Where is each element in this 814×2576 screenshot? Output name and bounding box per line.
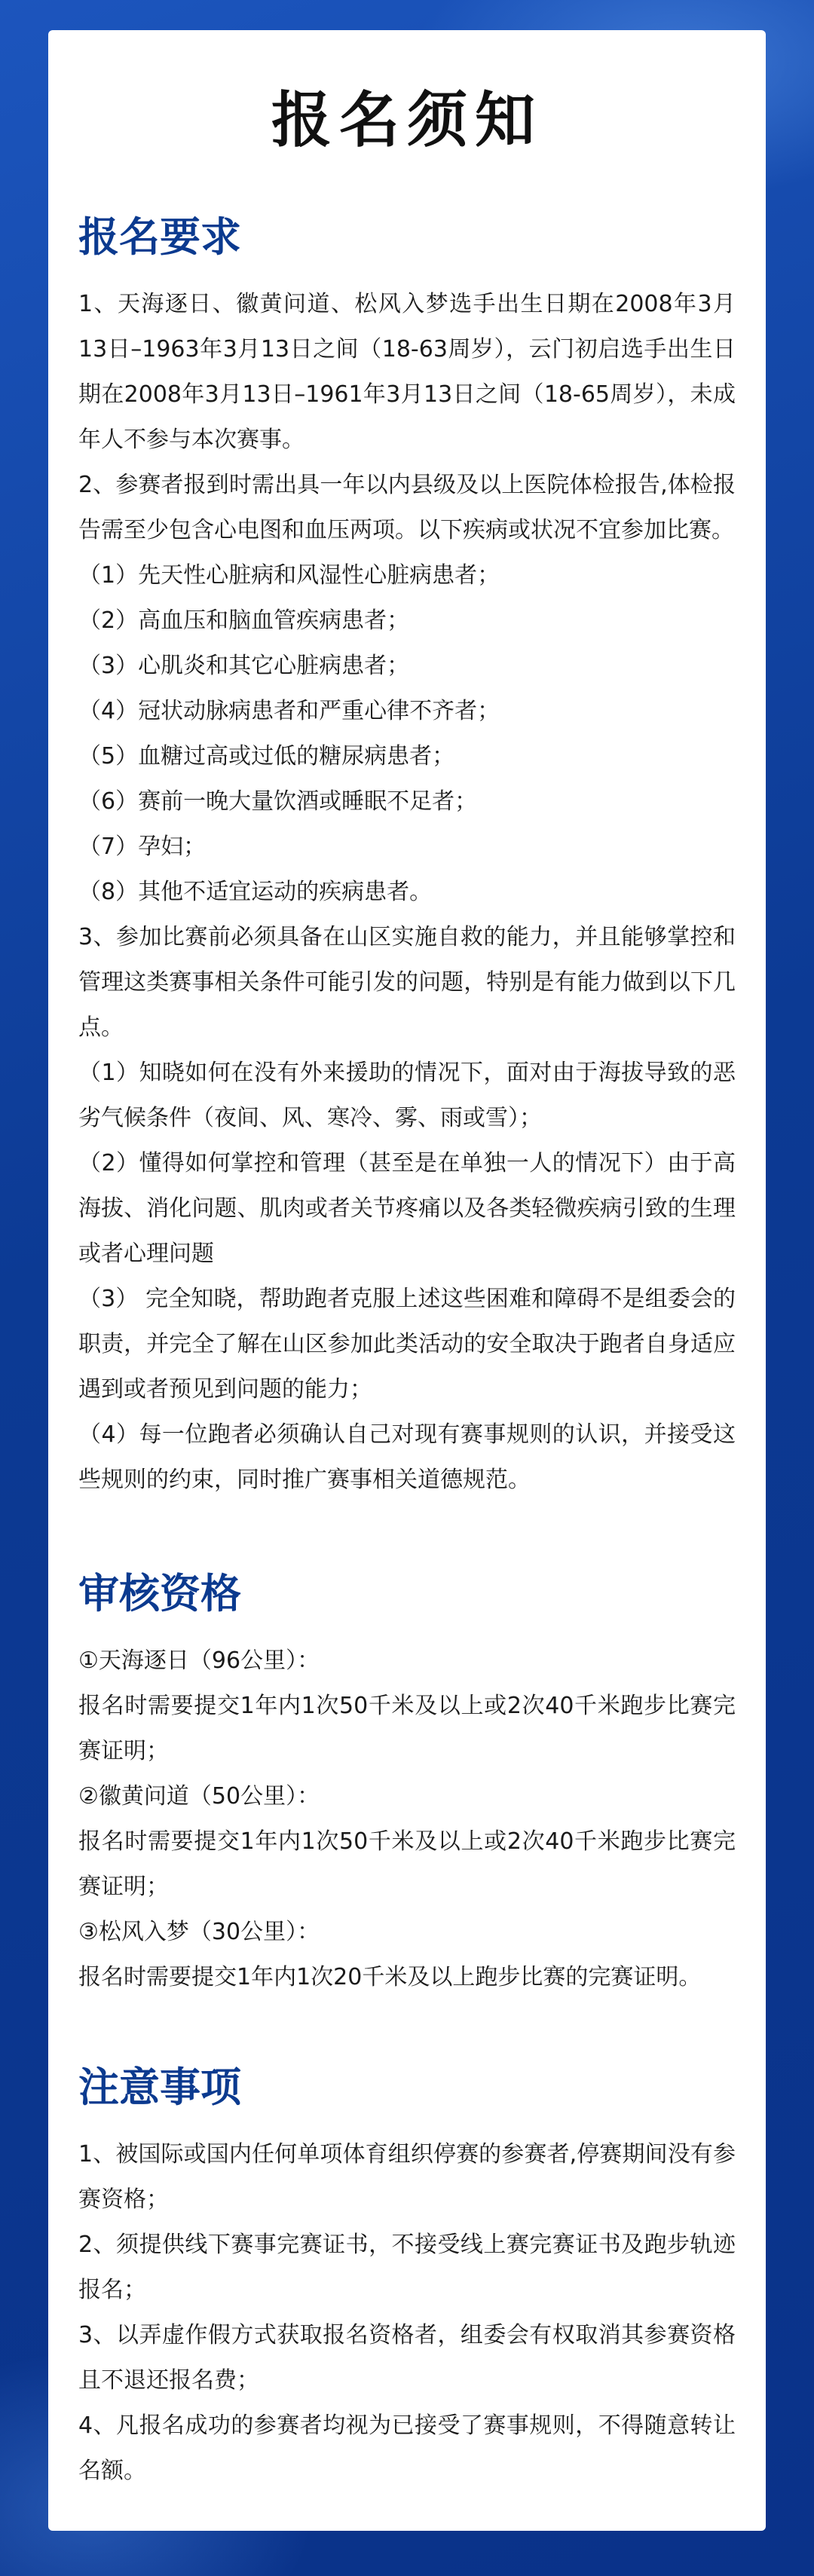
paragraph: （2）懂得如何掌控和管理（甚至是在单独一人的情况下）由于高海拔、消化问题、肌肉或者关节疼痛以及各类轻微疾病引致的生理或者心理问题: [78, 1150, 736, 1267]
paragraph: 1、天海逐日、徽黄问道、松风入梦选手出生日期在2008年3月13日–1963年3月13日之间（18-63周岁），云门初启选手出生日期在2008年3月13日–1961年3月13日之间（18-65周岁），未成年人不参与本次赛事。: [78, 291, 736, 453]
paragraph: 4、凡报名成功的参赛者均视为已接受了赛事规则，不得随意转让名额。: [78, 2412, 736, 2484]
paragraph: （4）每一位跑者必须确认自己对现有赛事规则的认识，并接受这些规则的约束，同时推广赛事相关道德规范。: [78, 1421, 736, 1493]
paragraph: （8）其他不适宜运动的疾病患者。: [78, 879, 433, 905]
paragraph: （7）孕妇；: [78, 834, 207, 860]
notice-card: [48, 30, 766, 2531]
section-heading: 报名要求: [78, 213, 241, 261]
paragraph: 报名时需要提交1年内1次50千米及以上或2次40千米跑步比赛完赛证明；: [78, 1693, 736, 1764]
section-heading: 注意事项: [78, 2064, 241, 2111]
paragraph: （4）冠状动脉病患者和严重心律不齐者；: [78, 698, 500, 724]
paragraph: ③松风入梦（30公里）：: [78, 1919, 320, 1945]
paragraph: 2、参赛者报到时需出具一年以内县级及以上医院体检报告,体检报告需至少包含心电图和血压两项。以下疾病或状况不宜参加比赛。: [78, 472, 736, 543]
section-registration-requirements: [78, 211, 736, 1503]
paragraph: （5）血糖过高或过低的糖尿病患者；: [78, 743, 455, 769]
paragraph: 报名时需要提交1年内1次50千米及以上或2次40千米跑步比赛完赛证明；: [78, 1828, 736, 1900]
paragraph: 3、以弄虚作假方式获取报名资格者，组委会有权取消其参赛资格且不退还报名费；: [78, 2322, 736, 2394]
page-title: 报名须知: [271, 85, 543, 155]
paragraph: 1、被国际或国内任何单项体育组织停赛的参赛者,停赛期间没有参赛资格；: [78, 2141, 736, 2213]
section-notes: [78, 2061, 736, 2494]
paragraph: （1）知晓如何在没有外来援助的情况下，面对由于海拔导致的恶劣气候条件（夜间、风、寒冷、雾、雨或雪）；: [78, 1060, 736, 1131]
paragraph: （2）高血压和脑血管疾病患者；: [78, 607, 410, 634]
section-qualification-review: [78, 1568, 736, 2000]
paragraph: （6）赛前一晚大量饮酒或睡眠不足者；: [78, 788, 478, 815]
paragraph: ①天海逐日（96公里）：: [78, 1647, 320, 1674]
section-heading: 审核资格: [78, 1570, 241, 1617]
paragraph: 报名时需要提交1年内1次20千米及以上跑步比赛的完赛证明。: [78, 1964, 702, 1990]
paragraph: 2、须提供线下赛事完赛证书，不接受线上赛完赛证书及跑步轨迹报名；: [78, 2232, 736, 2303]
paragraph: ②徽黄问道（50公里）：: [78, 1783, 320, 1810]
paragraph: 3、参加比赛前必须具备在山区实施自救的能力，并且能够掌控和管理这类赛事相关条件可能引发的问题，特别是有能力做到以下几点。: [78, 924, 736, 1041]
paragraph: （1）先天性心脏病和风湿性心脏病患者；: [78, 562, 500, 589]
paragraph: （3）心肌炎和其它心脏病患者；: [78, 653, 410, 679]
paragraph: （3） 完全知晓，帮助跑者克服上述这些困难和障碍不是组委会的职责，并完全了解在山区参加此类活动的安全取决于跑者自身适应遇到或者预见到问题的能力；: [78, 1286, 736, 1403]
